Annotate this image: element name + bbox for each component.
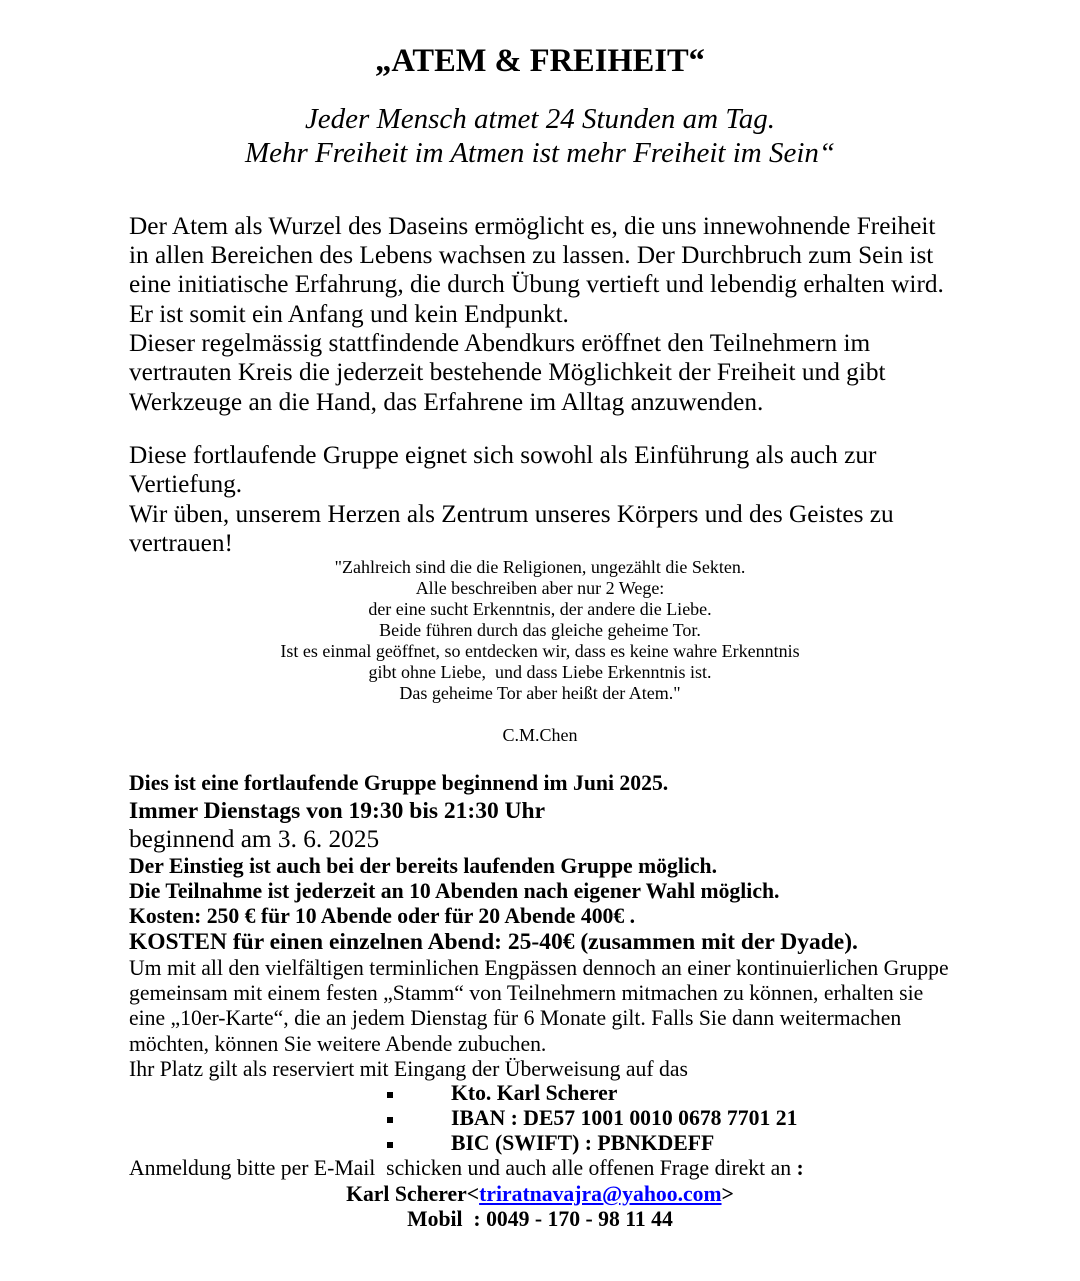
intro-line: eine initiatische Erfahrung, die durch Übung vertieft und lebendig erhalten wird. [129, 270, 944, 298]
intro-line: Dieser regelmässig stattfindende Abendkurs eröffnet den Teilnehmern im [129, 329, 871, 357]
schedule-participation: Die Teilnahme ist jederzeit an 10 Abenden nach eigener Wahl möglich. [129, 879, 780, 903]
intro-line: Werkzeuge an die Hand, das Erfahrene im Alltag anzuwenden. [129, 388, 764, 416]
group-line: vertrauen! [129, 529, 233, 557]
contact-email-line [0, 1182, 1080, 1207]
contact-intro-text: Anmeldung bitte per E-Mail schicken und auch alle offenen Frage direkt an [129, 1156, 792, 1180]
intro-line: Er ist somit ein Anfang und kein Endpunkt. [129, 300, 569, 328]
quote-line: Alle beschreiben aber nur 2 Wege: [415, 578, 665, 598]
intro-line: in allen Bereichen des Lebens wachsen zu lassen. Der Durchbruch zum Sein ist [129, 241, 934, 269]
info-line: möchten, können Sie weitere Abende zubuchen. [129, 1032, 547, 1056]
intro-line: vertrauten Kreis die jederzeit bestehende Möglichkeit der Freiheit und gibt [129, 358, 886, 386]
subtitle-line: Jeder Mensch atmet 24 Stunden am Tag. [304, 103, 776, 135]
bank-account-item: Kto. Karl Scherer [451, 1081, 618, 1105]
quote-line: der eine sucht Erkenntnis, der andere die Liebe. [368, 599, 712, 619]
info-line: Um mit all den vielfältigen terminlichen Engpässen dennoch an einer kontinuierlichen Gruppe [129, 956, 949, 980]
bullet-icon [387, 1092, 393, 1098]
quote-line: Das geheime Tor aber heißt der Atem." [399, 683, 681, 703]
schedule-cost: Kosten: 250 € für 10 Abende oder für 20 Abende 400€ . [129, 904, 636, 928]
email-close-bracket: > [721, 1182, 734, 1206]
quote-line: Ist es einmal geöffnet, so entdecken wir, dass es keine wahre Erkenntnis [280, 641, 800, 661]
group-line: Diese fortlaufende Gruppe eignet sich sowohl als Einführung als auch zur [129, 441, 877, 469]
quote-line: "Zahlreich sind die die Religionen, ungezählt die Sekten. [334, 557, 746, 577]
schedule-time: Immer Dienstags von 19:30 bis 21:30 Uhr [129, 798, 546, 824]
intro-line: Der Atem als Wurzel des Daseins ermöglicht es, die uns innewohnende Freiheit [129, 212, 936, 240]
quote-author: C.M.Chen [502, 725, 578, 745]
quote-line: Beide führen durch das gleiche geheime Tor. [379, 620, 701, 640]
schedule-single-cost: KOSTEN für einen einzelnen Abend: 25-40€ (zusammen mit der Dyade). [129, 929, 858, 955]
contact-phone: Mobil : 0049 - 170 - 98 11 44 [407, 1207, 673, 1231]
bank-iban-item: IBAN : DE57 1001 0010 0678 7701 21 [451, 1106, 798, 1130]
page-title: „ATEM & FREIHEIT“ [375, 43, 705, 79]
schedule-entry: Der Einstieg ist auch bei der bereits laufenden Gruppe möglich. [129, 854, 717, 878]
quote-line: gibt ohne Liebe, und dass Liebe Erkenntnis ist. [368, 662, 712, 682]
group-line: Wir üben, unserem Herzen als Zentrum unseres Körpers und des Geistes zu [129, 500, 894, 528]
email-open-bracket: < [466, 1182, 480, 1206]
bank-bic-item: BIC (SWIFT) : PBNKDEFF [451, 1131, 715, 1155]
info-line: gemeinsam mit einem festen „Stamm“ von Teilnehmern mitmachen zu können, erhalten sie [129, 981, 924, 1005]
subtitle-line: Mehr Freiheit im Atmen ist mehr Freiheit im Sein“ [244, 137, 836, 169]
contact-intro [129, 1156, 804, 1181]
info-line: eine „10er-Karte“, die an jedem Dienstag für 6 Monate gilt. Falls Sie dann weitermachen [129, 1006, 902, 1030]
email-link[interactable]: triratnavajra@yahoo.com [479, 1182, 722, 1206]
bullet-icon [387, 1117, 393, 1123]
bullet-icon [387, 1142, 393, 1148]
group-line: Vertiefung. [129, 470, 243, 498]
schedule-heading: Dies ist eine fortlaufende Gruppe beginnend im Juni 2025. [129, 771, 669, 795]
info-line: Ihr Platz gilt als reserviert mit Eingang der Überweisung auf das [129, 1057, 688, 1081]
contact-intro-colon: : [796, 1156, 804, 1180]
schedule-start: beginnend am 3. 6. 2025 [129, 825, 380, 853]
contact-name: Karl Scherer [346, 1182, 467, 1206]
